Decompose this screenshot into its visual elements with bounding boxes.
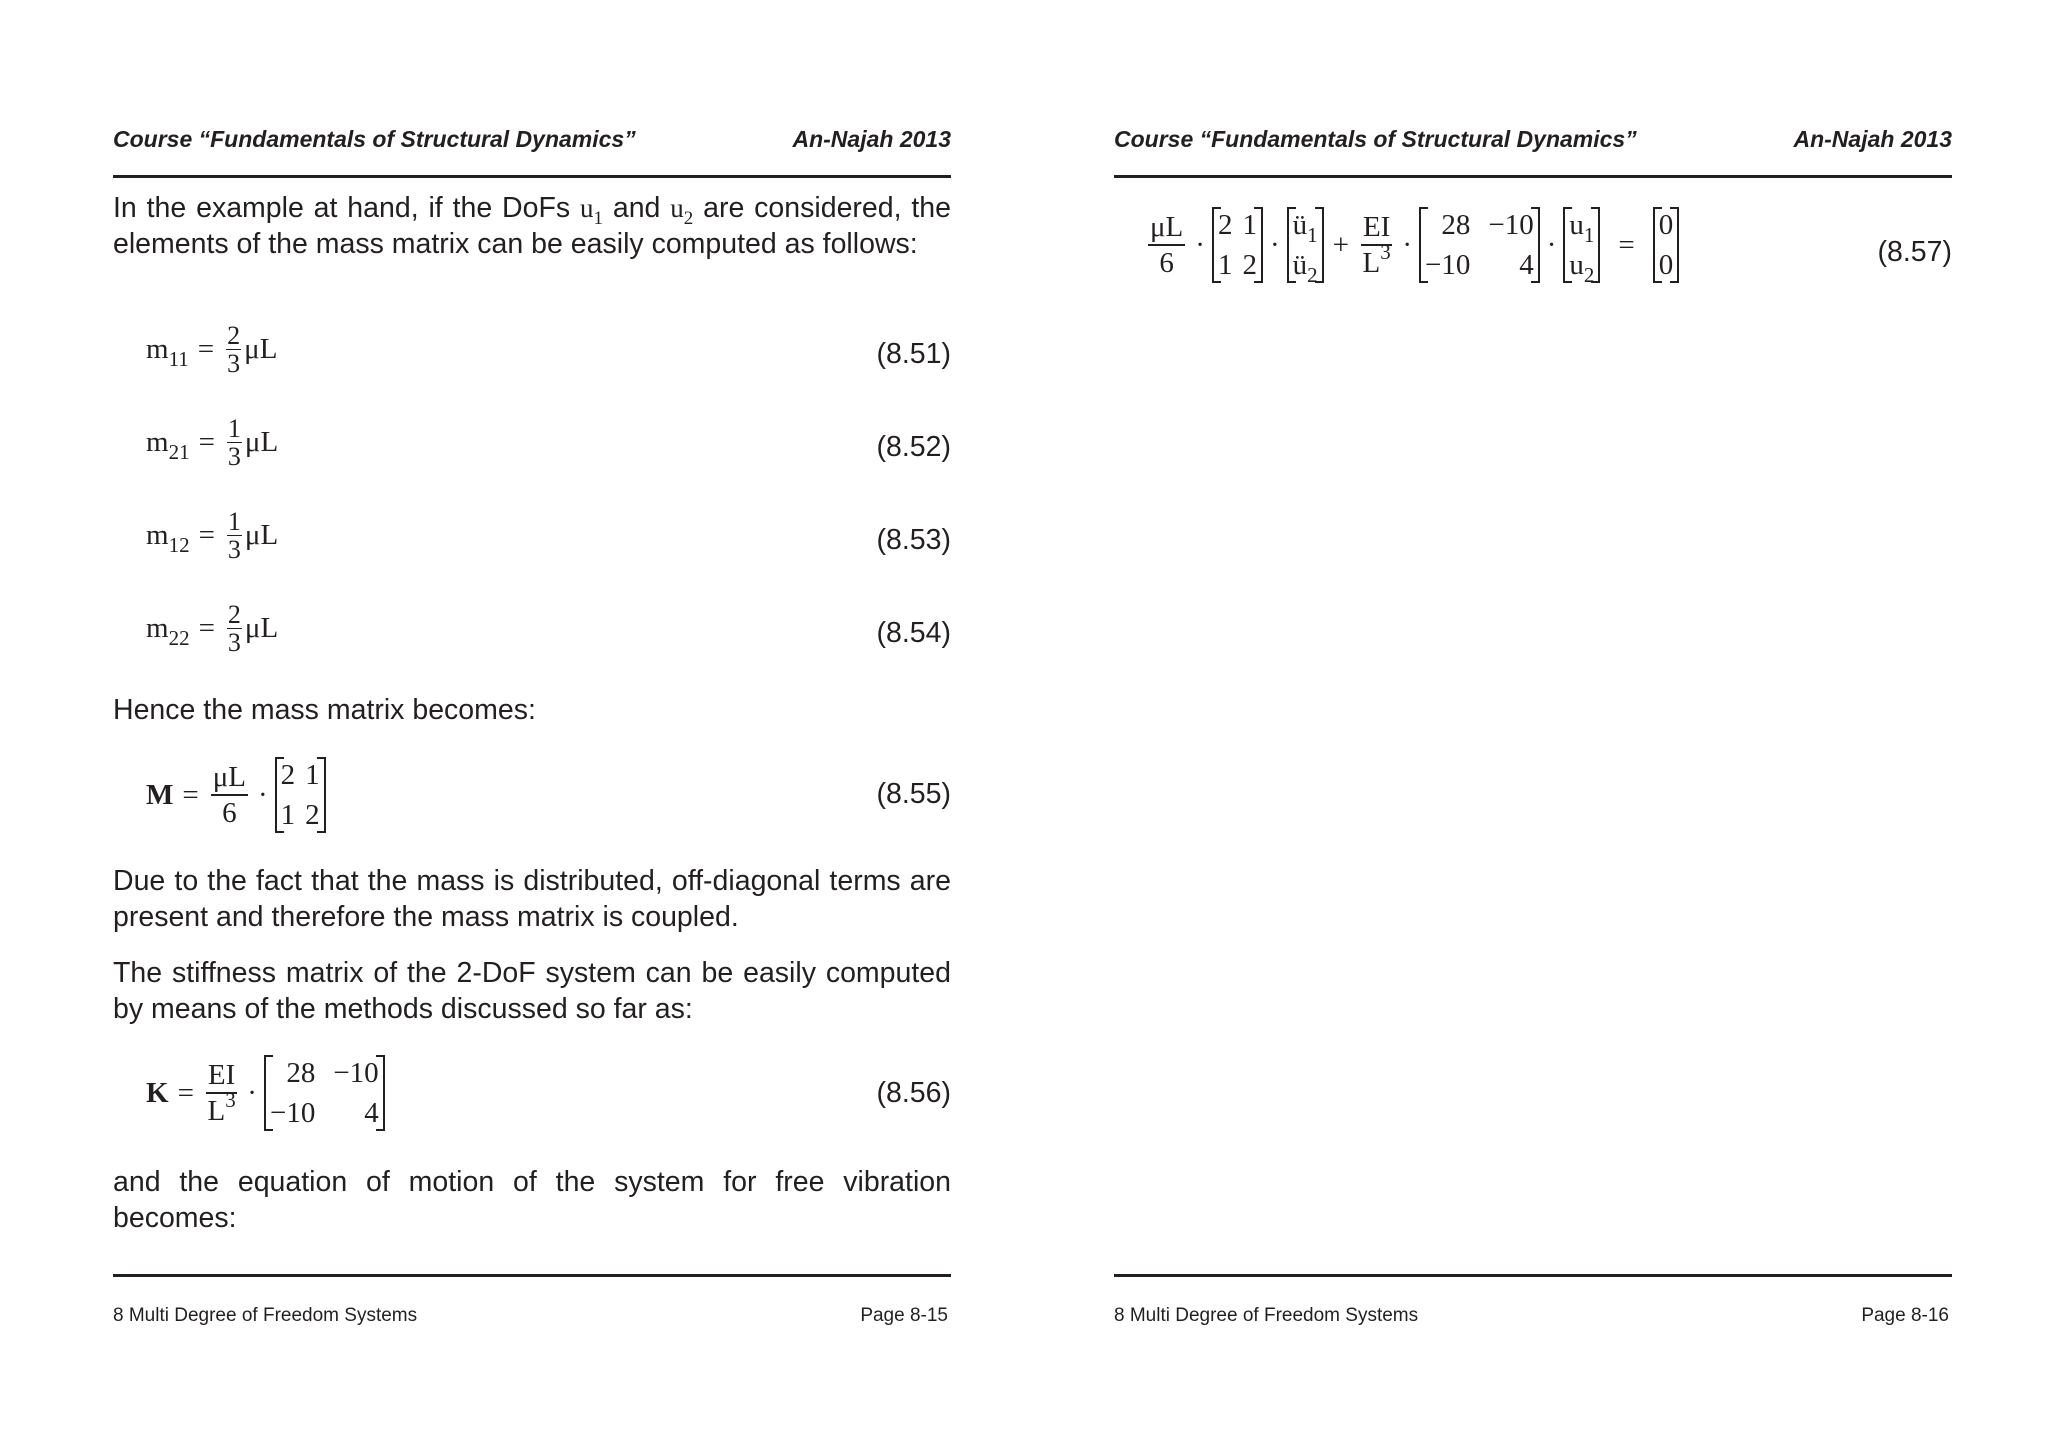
intro-paragraph: In the example at hand, if the DoFs $u_1$ and $u_2$ are considered, the elements of the mass matrix can be easily computed as follows:: [113, 192, 952, 260]
motion-paragraph: and the equation of motion of the system for free vibration becomes:: [113, 1166, 951, 1234]
equation-8-52: $m_{21}$ = $\frac{1}{3}$ μL: [146, 414, 279, 471]
stiffness-matrix: 28 −10 −10 4: [1419, 205, 1540, 285]
equation-number-8-57: (8.57): [1877, 236, 1952, 268]
equation-number-8-52: (8.52): [876, 431, 951, 463]
dof-u2: $u_2$: [670, 193, 694, 229]
mass-matrix: 2 1 1 2: [275, 755, 326, 835]
equation-number-8-55: (8.55): [876, 778, 951, 810]
stiffness-paragraph: The stiffness matrix of the 2-DoF system can be easily computed by means of the methods discussed so far as:: [113, 957, 951, 1025]
displacement-vector: $u_1$ $u_2$: [1563, 205, 1600, 285]
equation-8-57: $\frac{\mu L}{6}$ · 2 1 1 2 · $ü_1$ $ü_2$ + $\frac{EI}{L^3}$ · 28 −10 −10 4 · $u_1$ $u_2$ = 0 0: [1145, 205, 1679, 285]
course-title: Course “Fundamentals of Structural Dynamics”: [113, 126, 636, 152]
chapter-title: 8 Multi Degree of Freedom Systems: [1114, 1305, 1419, 1326]
equation-8-54: $m_{22}$ = $\frac{2}{3}$ μL: [146, 600, 279, 657]
dof-u1: $u_1$: [580, 193, 603, 229]
page-header: [113, 126, 951, 158]
acceleration-vector: $ü_1$ $ü_2$: [1287, 205, 1324, 285]
page-number: Page 8-16: [1861, 1305, 1949, 1326]
coupled-paragraph: Due to the fact that the mass is distributed, off-diagonal terms are present and therefore the mass matrix is coupled.: [113, 865, 951, 933]
equation-8-55: M = $\frac{\mu L}{6}$ · 2 1 1 2: [146, 755, 326, 835]
page-header: [1114, 126, 1952, 158]
institution-year: An-Najah 2013: [792, 126, 951, 152]
page-number: Page 8-15: [860, 1305, 948, 1326]
equation-number-8-53: (8.53): [876, 524, 951, 556]
page-left: [113, 0, 951, 1448]
zero-vector: 0 0: [1653, 205, 1680, 285]
chapter-title: 8 Multi Degree of Freedom Systems: [113, 1305, 418, 1326]
equation-8-51: $m_{11}$ = $\frac{2}{3}$ μL: [146, 321, 278, 378]
mass-matrix: 2 1 1 2: [1212, 205, 1263, 285]
stiffness-matrix: 28 −10 −10 4: [264, 1053, 385, 1133]
equation-number-8-51: (8.51): [876, 338, 951, 370]
course-title: Course “Fundamentals of Structural Dynamics”: [1114, 126, 1637, 152]
footer-rule: [1114, 1274, 1952, 1277]
equation-8-56: K = $\frac{EI}{L^3}$ · 28 −10 −10 4: [146, 1053, 385, 1133]
header-rule: [1114, 175, 1952, 178]
equation-8-53: $m_{12}$ = $\frac{1}{3}$ μL: [146, 507, 279, 564]
equation-number-8-56: (8.56): [876, 1077, 951, 1109]
header-rule: [113, 175, 951, 178]
institution-year: An-Najah 2013: [1793, 126, 1952, 152]
page-right: [1114, 0, 1952, 1448]
equation-number-8-54: (8.54): [876, 617, 951, 649]
footer-rule: [113, 1274, 951, 1277]
hence-paragraph: Hence the mass matrix becomes:: [113, 694, 536, 726]
